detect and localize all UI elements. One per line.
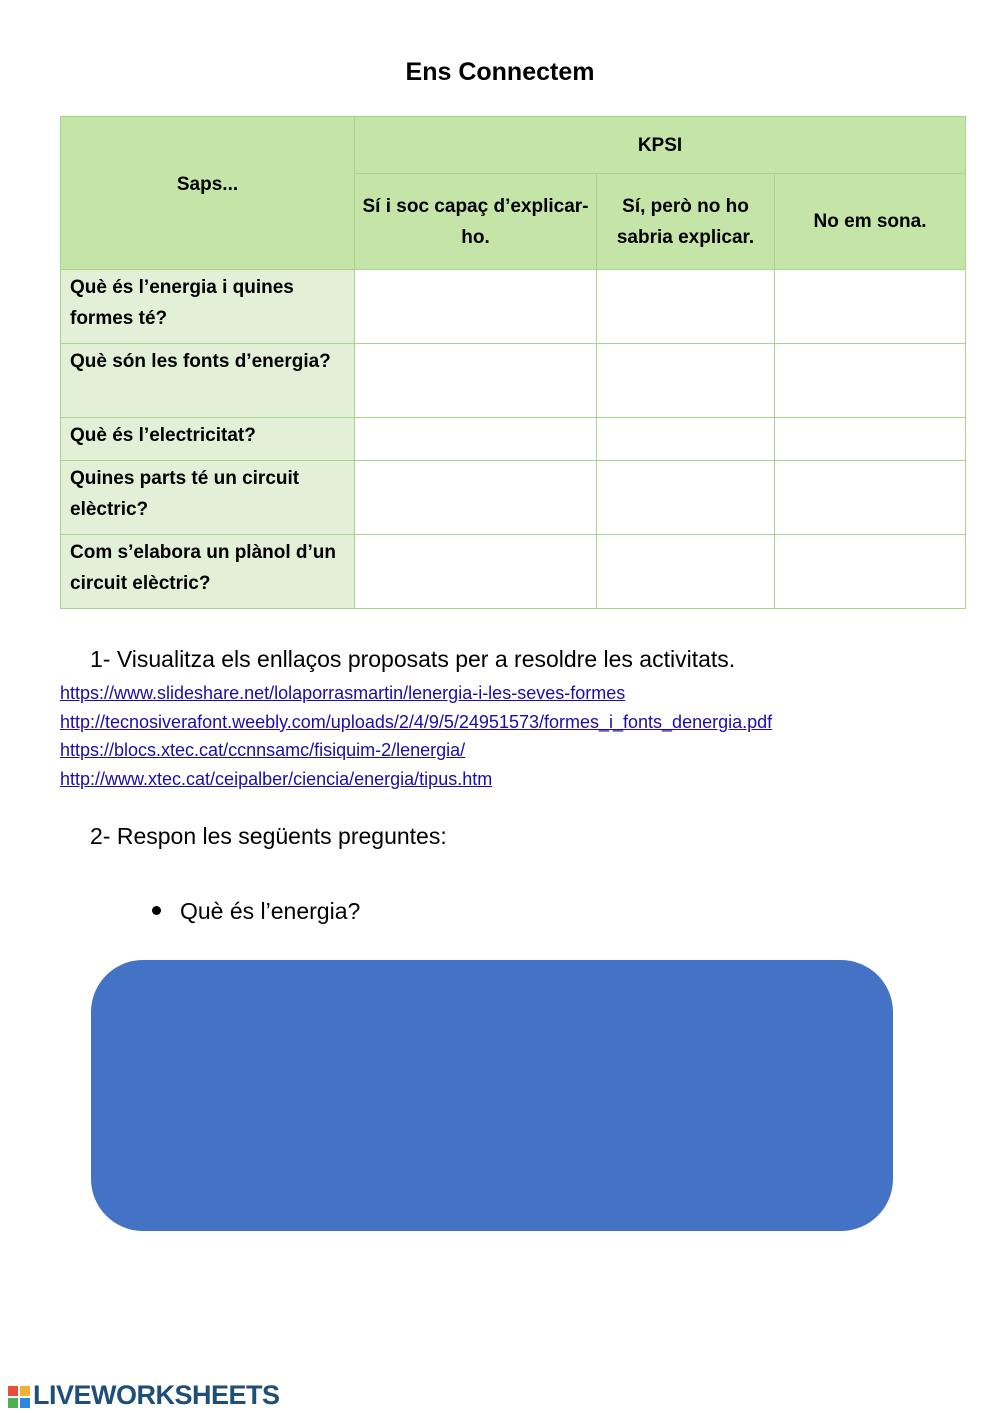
answer-cell[interactable] <box>355 461 597 535</box>
table-row <box>61 344 966 418</box>
row-question: Què són les fonts d’energia? <box>61 344 355 418</box>
table-row <box>61 461 966 535</box>
instruction-2: 2- Respon les següents preguntes: <box>90 823 447 849</box>
link-xtec-ceipalber[interactable]: http://www.xtec.cat/ceipalber/ciencia/energia/tipus.htm <box>60 768 493 789</box>
header-kpsi: KPSI <box>355 117 966 174</box>
liveworksheets-logo <box>8 1380 280 1411</box>
question-text: Què és l’energia? <box>180 898 361 924</box>
logo-text: LIVEWORKSHEETS <box>33 1380 280 1410</box>
answer-cell[interactable] <box>775 270 966 344</box>
answer-cell[interactable] <box>597 461 775 535</box>
answer-cell[interactable] <box>775 418 966 461</box>
row-question: Què és l’energia i quines formes té? <box>61 270 355 344</box>
link-list <box>60 679 772 793</box>
page-title: Ens Connectem <box>405 58 595 86</box>
instruction-1: 1- Visualitza els enllaços proposats per a resoldre les activitats. <box>90 646 736 672</box>
answer-box[interactable] <box>91 960 893 1231</box>
question-item <box>152 898 360 925</box>
answer-cell[interactable] <box>597 344 775 418</box>
link-tecnosiverafont[interactable]: http://tecnosiverafont.weebly.com/uploads/2/4/9/5/24951573/formes_i_fonts_denergia.pdf <box>60 711 773 732</box>
row-question: Quines parts té un circuit elèctric? <box>61 461 355 535</box>
bullet-icon <box>152 906 161 915</box>
answer-cell[interactable] <box>775 461 966 535</box>
header-saps: Saps... <box>61 117 355 270</box>
answer-cell[interactable] <box>597 418 775 461</box>
answer-cell[interactable] <box>355 270 597 344</box>
row-question: Com s’elabora un plànol d’un circuit elèctric? <box>61 535 355 609</box>
answer-cell[interactable] <box>355 418 597 461</box>
logo-cubes-icon <box>8 1386 30 1408</box>
kpsi-table <box>60 116 966 609</box>
table-row <box>61 418 966 461</box>
link-blocs-xtec[interactable]: https://blocs.xtec.cat/ccnnsamc/fisiquim-2/lenergia/ <box>60 740 466 760</box>
answer-cell[interactable] <box>597 535 775 609</box>
table-row <box>61 270 966 344</box>
header-option-no-explain: Sí, però no ho sabria explicar. <box>597 174 775 270</box>
answer-cell[interactable] <box>355 535 597 609</box>
answer-cell[interactable] <box>775 535 966 609</box>
header-option-unknown: No em sona. <box>775 174 966 270</box>
link-slideshare[interactable]: https://www.slideshare.net/lolaporrasmartin/lenergia-i-les-seves-formes <box>60 683 626 703</box>
answer-cell[interactable] <box>597 270 775 344</box>
row-question: Què és l’electricitat? <box>61 418 355 461</box>
answer-cell[interactable] <box>355 344 597 418</box>
answer-cell[interactable] <box>775 344 966 418</box>
table-row <box>61 535 966 609</box>
header-option-explain: Sí i soc capaç d’explicar-ho. <box>355 174 597 270</box>
